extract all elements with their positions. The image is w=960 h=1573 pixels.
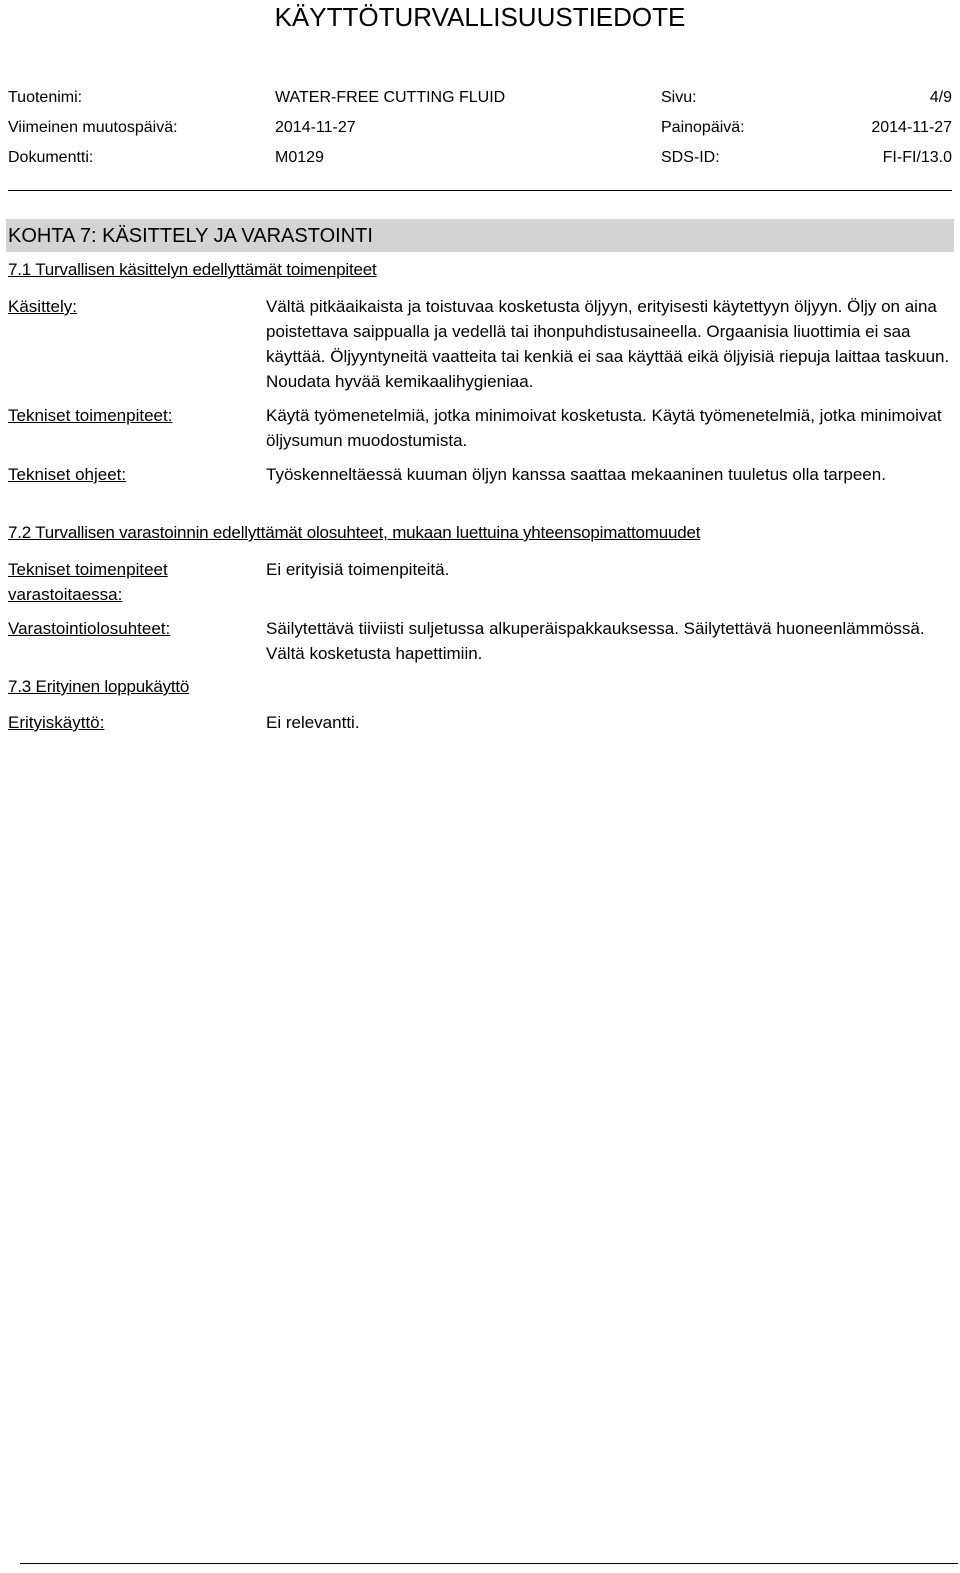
subsection-heading-7-3: 7.3 Erityinen loppukäyttö: [8, 677, 190, 696]
header-divider: [8, 190, 952, 191]
label-technical-measures: Tekniset toimenpiteet:: [8, 406, 173, 425]
header-label-product-name: Tuotenimi:: [8, 89, 83, 106]
label-specific-use: Erityiskäyttö:: [8, 713, 105, 732]
section-heading-bar: [6, 219, 954, 252]
header-row-product: [8, 89, 952, 119]
header-row-document: [8, 149, 952, 179]
header-value-sds-id: FI-FI/13.0: [882, 149, 952, 166]
header-label-print-date: Painopäivä:: [661, 119, 745, 136]
value-specific-use: Ei relevantti.: [266, 713, 360, 732]
value-storage-measures: Ei erityisiä toimenpiteitä.: [266, 560, 450, 579]
header-value-revision-date: 2014-11-27: [275, 119, 356, 136]
header-row-dates: [8, 119, 952, 149]
label-storage-measures: Tekniset toimenpiteet varastoitaessa:: [8, 560, 168, 604]
subsection-heading-7-1: 7.1 Turvallisen käsittelyn edellyttämät toimenpiteet: [8, 260, 377, 279]
value-storage-conditions: Säilytettävä tiiviisti suljetussa alkuperäispakkauksessa. Säilytettävä huoneenlämmössä. Vältä kosketusta hapettimiin.: [266, 619, 925, 663]
header-label-sds-id: SDS-ID:: [661, 149, 720, 166]
header-value-print-date: 2014-11-27: [871, 119, 952, 136]
subsection-heading-7-2: 7.2 Turvallisen varastoinnin edellyttämät olosuhteet, mukaan luettuina yhteensopimattomuudet: [8, 523, 701, 542]
header-label-document: Dokumentti:: [8, 149, 94, 166]
section-title: KOHTA 7: KÄSITTELY JA VARASTOINTI: [8, 225, 373, 247]
footer-divider: [20, 1563, 958, 1564]
document-title: KÄYTTÖTURVALLISUUSTIEDOTE: [274, 2, 686, 32]
value-handling: Vältä pitkäaikaista ja toistuvaa kosketusta öljyyn, erityisesti käytettyyn öljyyn. Öljy on aina poistettava saippualla ja vedellä tai ihonpuhdistusaineella. Orgaanisia liuottimia ei saa käyttää. Öljyyntyneitä vaatteita tai kenkiä ei saa käyttää eikä öljyisiä riepuja laittaa taskuun. Noudata hyvää kemikaalihygieniaa.: [266, 297, 950, 391]
header-value-product-name: WATER-FREE CUTTING FLUID: [275, 89, 506, 106]
header-label-revision-date: Viimeinen muutospäivä:: [8, 119, 178, 136]
label-handling: Käsittely:: [8, 297, 77, 316]
label-technical-instructions: Tekniset ohjeet:: [8, 465, 127, 484]
header-label-page: Sivu:: [661, 89, 697, 106]
value-technical-instructions: Työskenneltäessä kuuman öljyn kanssa saattaa mekaaninen tuuletus olla tarpeen.: [266, 465, 886, 484]
value-technical-measures: Käytä työmenetelmiä, jotka minimoivat kosketusta. Käytä työmenetelmiä, jotka minimoivat öljysumun muodostumista.: [266, 406, 942, 450]
label-storage-conditions: Varastointiolosuhteet:: [8, 619, 171, 638]
header-value-document: M0129: [275, 149, 324, 166]
header-value-page: 4/9: [929, 89, 952, 106]
